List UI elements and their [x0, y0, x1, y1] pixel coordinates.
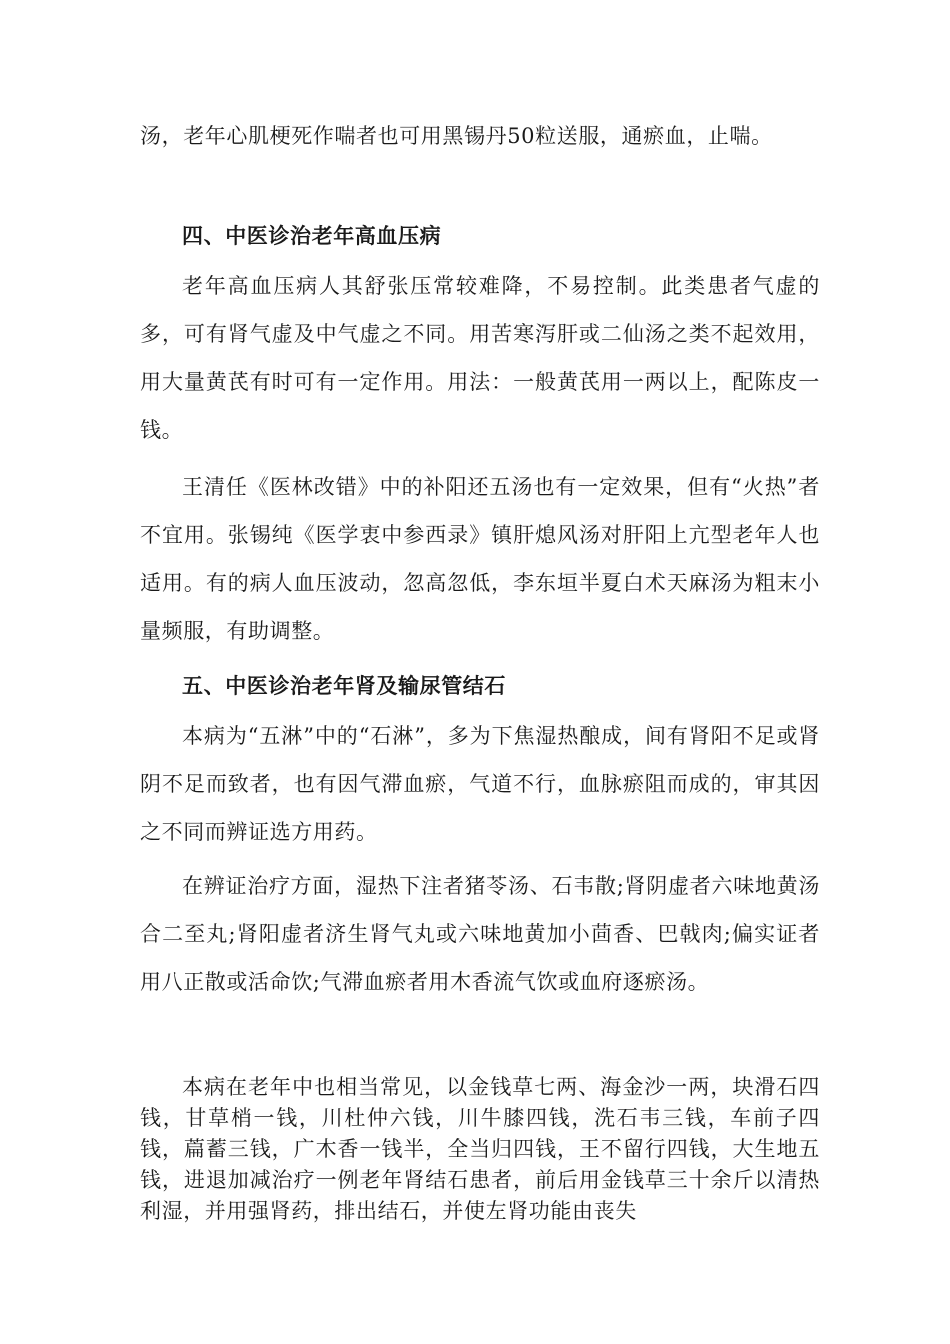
paragraph-kidney-stones-3: 本病在老年中也相当常见，以金钱草七两、海金沙一两，块滑石四钱，甘草梢一钱，川杜仲六钱，川牛膝四钱，洗石韦三钱，车前子四钱，萹蓄三钱，广木香一钱半，全当归四钱，王不留行四钱，大生地五钱，进退加减治疗一例老年肾结石患者，前后用金钱草三十余斤以清热利湿，并用强肾药，排出结石，并使左肾功能由丧失 — [140, 1075, 820, 1223]
section-heading-kidney-stones: 五、中医诊治老年肾及输尿管结石 — [182, 673, 506, 698]
paragraph-kidney-stones-1: 本病为“五淋”中的“石淋”，多为下焦湿热酿成，间有肾阳不足或肾阴不足而致者，也有因气滞血瘀，气道不行，血脉瘀阻而成的，审其因之不同而辨证选方用药。 — [140, 724, 820, 844]
paragraph-hypertension-2: 王清任《医林改错》中的补阳还五汤也有一定效果，但有“火热”者不宜用。张锡纯《医学衷中参西录》镇肝熄风汤对肝阳上亢型老年人也适用。有的病人血压波动，忽高忽低，李东垣半夏白术天麻汤为粗末小量频服，有助调整。 — [140, 475, 820, 643]
paragraph-kidney-stones-2: 在辨证治疗方面，湿热下注者猪苓汤、石韦散;肾阴虚者六味地黄汤合二至丸;肾阳虚者济生肾气丸或六味地黄加小茴香、巴戟肉;偏实证者用八正散或活命饮;气滞血瘀者用木香流气饮或血府逐瘀汤。 — [140, 874, 820, 994]
section-heading-hypertension: 四、中医诊治老年高血压病 — [182, 223, 442, 248]
continuation-paragraph: 汤，老年心肌梗死作喘者也可用黑锡丹50粒送服，通瘀血，止喘。 — [140, 124, 773, 148]
paragraph-hypertension-1: 老年高血压病人其舒张压常较难降，不易控制。此类患者气虚的多，可有肾气虚及中气虚之不同。用苦寒泻肝或二仙汤之类不起效用，用大量黄芪有时可有一定作用。用法：一般黄芪用一两以上，配陈皮一钱。 — [140, 274, 820, 442]
